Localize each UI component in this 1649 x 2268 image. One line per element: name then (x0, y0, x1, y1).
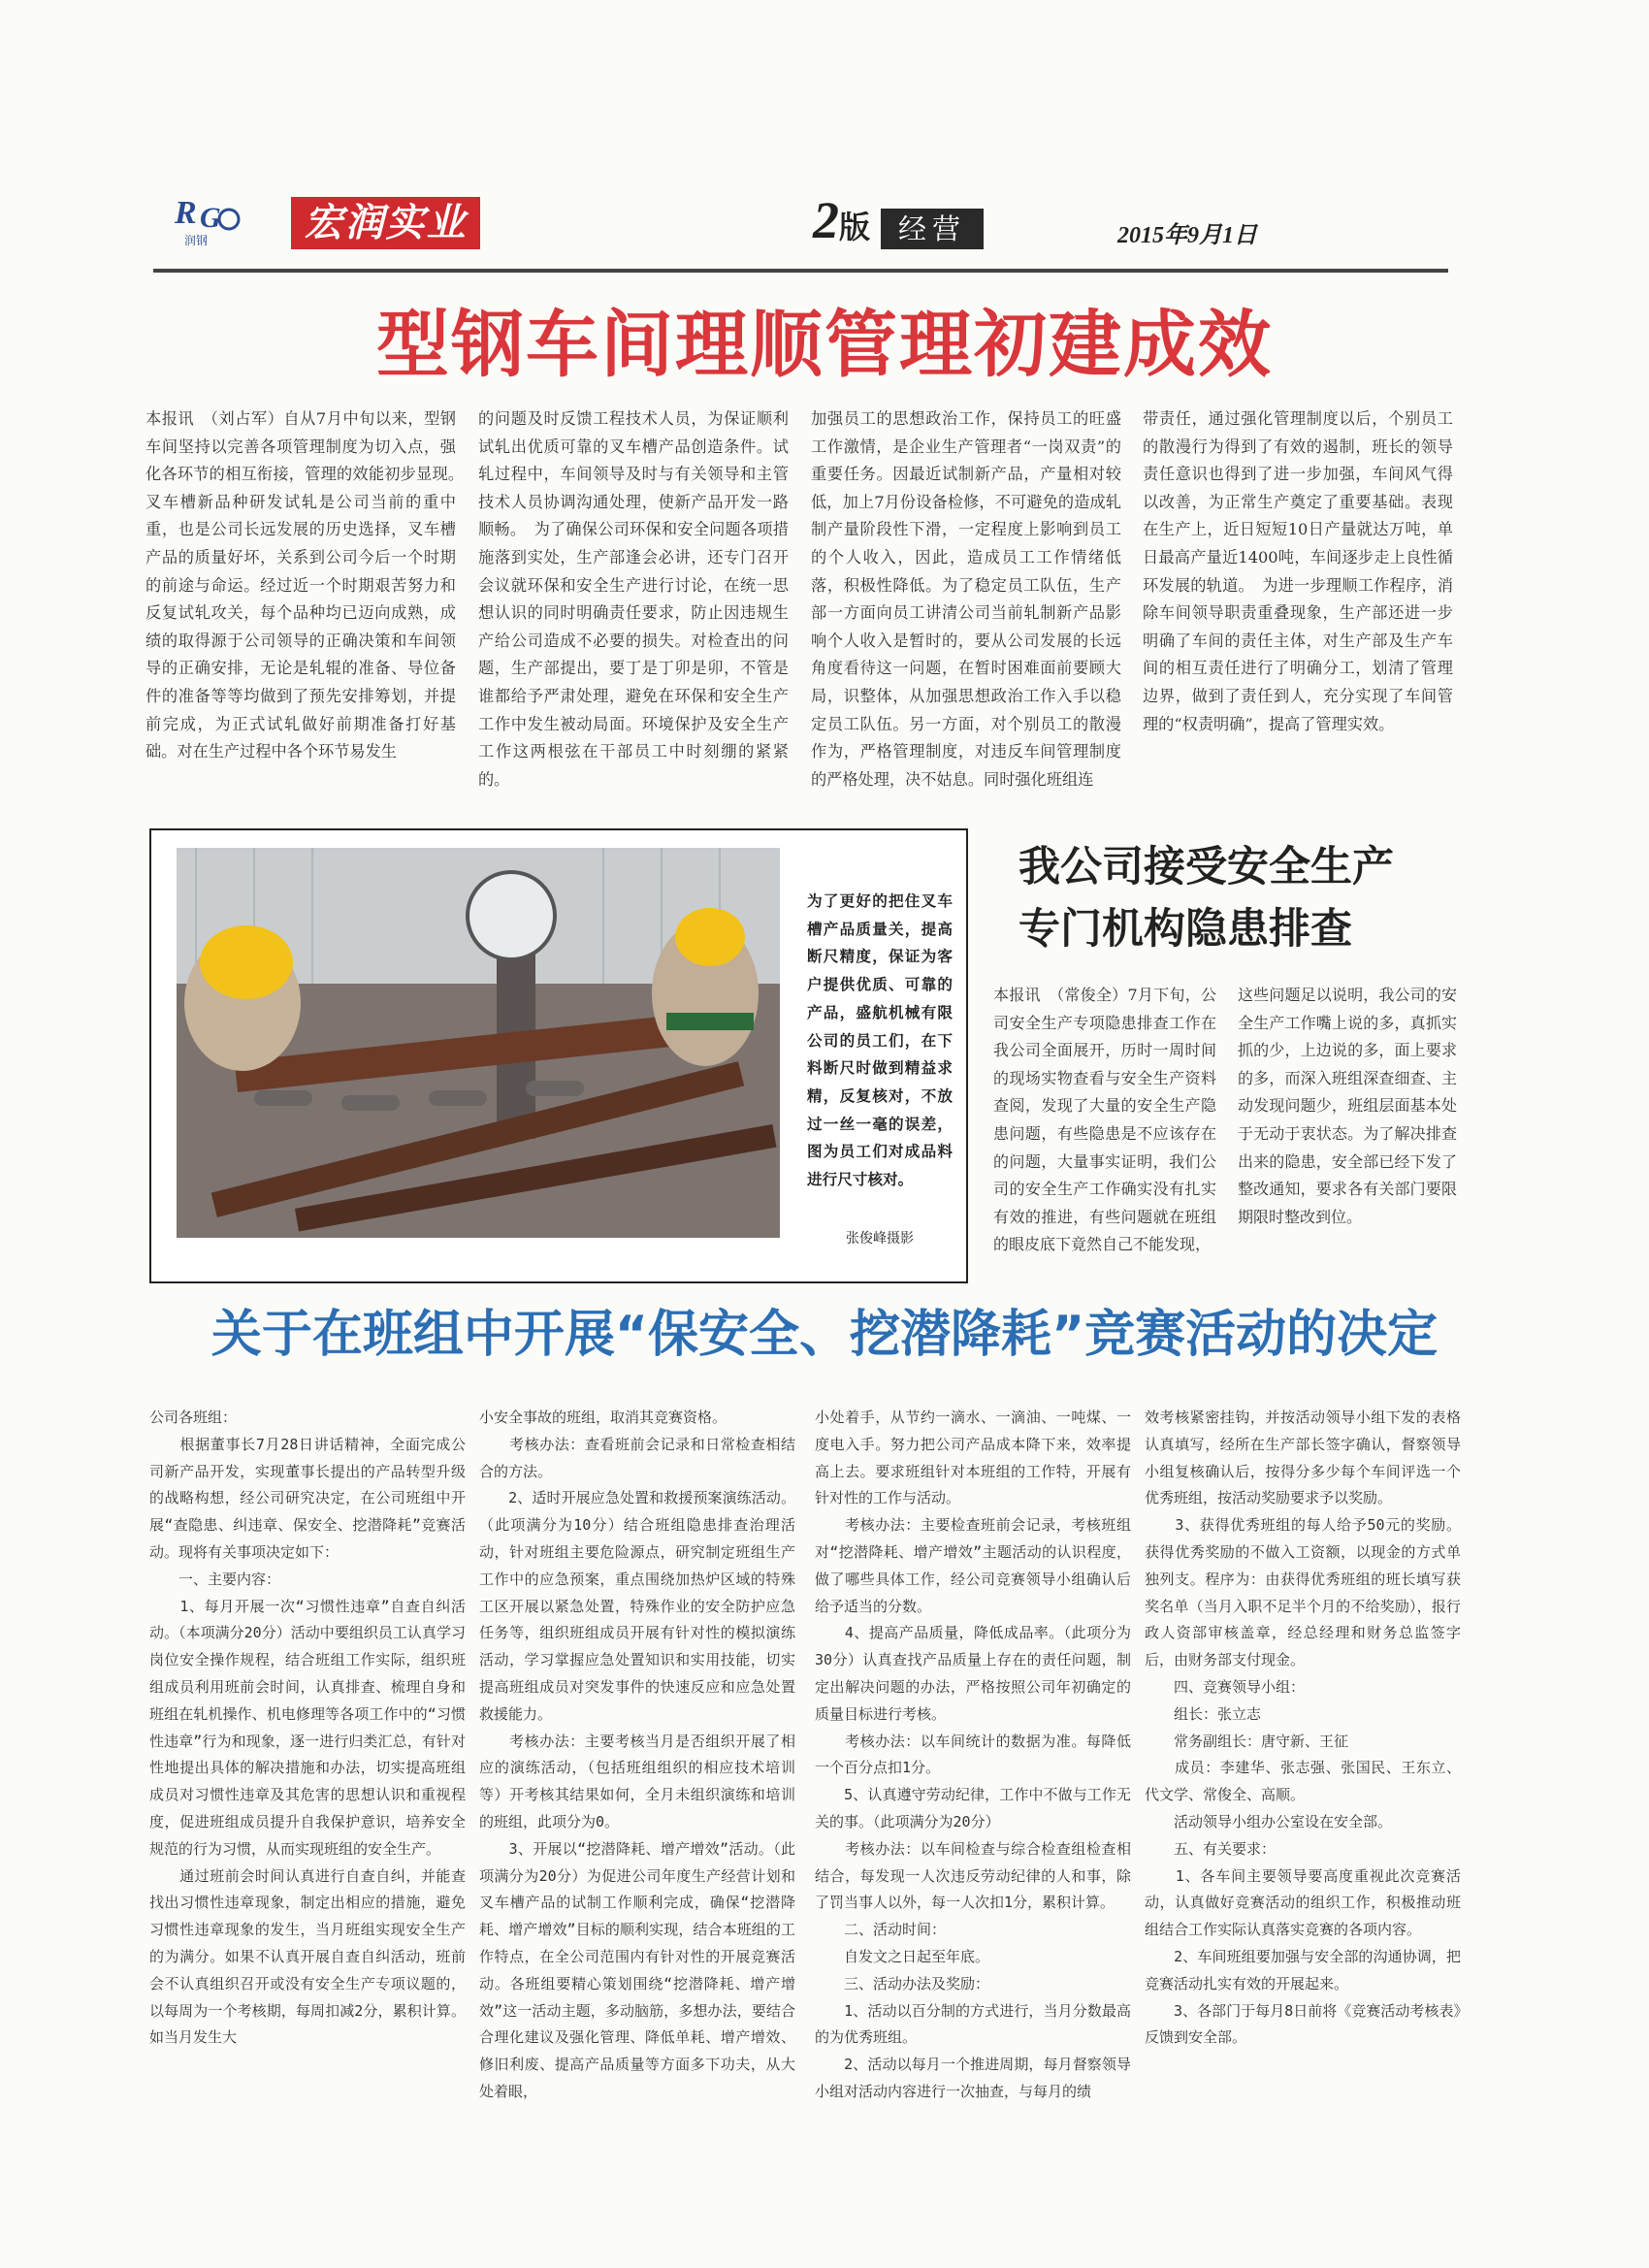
article1-headline: 型钢车间理顺管理初建成效 (375, 302, 1273, 387)
article3-column-3: 小处着手，从节约一滴水、一滴油、一吨煤、一度电入手。努力把公司产品成本降下来，效率提高上去。要求班组针对本班组的工作特，开展有针对性的工作与活动。 考核办法：主要检查班前会记录，考核班组对“挖潜降耗、增产增效”主题活动的认识程度，做了哪些具体工作，经公司竞赛领导小组确认后给予适当的分数。 4、提高产品质量，降低成品率。（此项分为30分）认真查找产品质量上存在的责任问题，制定出解决问题的办法，严格按照公司年初确定的质量目标进行考核。 考核办法：以车间统计的数据为准。每降低一个百分点扣1分。 5、认真遵守劳动纪律，工作中不做与工作无关的事。（此项满分为20分） 考核办法：以车间检查与综合检查组检查相结合，每发现一人次违反劳动纪律的人和事，除了罚当事人以外，每一人次扣1分，累积计算。 二、活动时间： 自发文之日起至年底。 三、活动办法及奖励： 1、活动以百分制的方式进行，当月分数最高的为优秀班组。 2、活动以每月一个推进周期，每月督察领导小组对活动内容进行一次抽查，与每月的绩 (815, 1409, 1131, 2100)
article3-headline: 关于在班组中开展“保安全、挖潜降耗”竞赛活动的决定 (210, 1306, 1439, 1364)
article2-headline: 我公司接受安全生产专门机构隐患排查 (1018, 843, 1394, 954)
svg-text:润钢: 润钢 (184, 234, 209, 247)
section-label: 经营 (881, 209, 984, 249)
edition-suffix: 版 (839, 210, 871, 244)
article1-column-4: 带责任，通过强化管理制度以后，个别员工的散漫行为得到了有效的遏制，班长的领导责任意识也得到了进一步加强，车间风气得以改善，为正常生产奠定了重要基础。表现在生产上，近日短短10日产量就达万吨，单日最高产量近1400吨，车间逐步走上良性循环发展的轨道。 为进一步理顺工作程序，消除车间领导职责重叠现象，生产部还进一步明确了车间的责任主体，对生产部及生产车间的相互责任进行了明确分工，划清了管理边界，做到了责任到人，充分实现了车间管理的“权责明确”，提高了管理实效。 (1143, 409, 1453, 733)
edition-number-value: 2 (813, 191, 839, 249)
paper-name: 宏润实业 (291, 197, 480, 249)
article1-column-1: 本报讯 （刘占军）自从7月中旬以来，型钢车间坚持以完善各项管理制度为切入点，强化各环节的相互衔接，管理的效能初步显现。 叉车槽新品种研发试轧是公司当前的重中重，也是公司长远发展的历史选择，叉车槽产品的质量好坏，关系到公司今后一个时期的前途与命运。经过近一个时期艰苦努力和反复试轧攻关，每个品种均已迈向成熟，成绩的取得源于公司领导的正确决策和车间领导的正确安排，无论是轧辊的准备、导位备件的准备等等均做到了预先安排筹划，并提前完成，为正式试轧做好前期准备打好基础。对在生产过程中各个环节易发生 (146, 409, 472, 761)
newspaper-logo (173, 190, 250, 248)
edition-number (813, 190, 870, 250)
workers-photo (177, 848, 780, 1238)
photo-caption: 为了更好的把住叉车槽产品质量关，提高断尺精度，保证为客户提供优质、可靠的产品，盛航机械有限公司的员工们，在下料断尺时做到精益求精，反复核对，不放过一丝一毫的误差，图为员工们对成品料进行尺寸核对。 (807, 892, 953, 1189)
article2-column-2: 这些问题足以说明，我公司的安全生产工作嘴上说的多，真抓实抓的少，上边说的多，面上要求的多，而深入班组深查细查、主动发现问题少，班组层面基本处于无动于衷状态。为了解决排查出来的隐患，安全部已经下发了整改通知，要求各有关部门要限期限时整改到位。 (1238, 986, 1457, 1226)
photo-credit: 张俊峰摄影 (846, 1231, 914, 1247)
svg-text:R: R (175, 195, 197, 231)
article1-column-2: 的问题及时反馈工程技术人员，为保证顺利试轧出优质可靠的叉车槽产品创造条件。试轧过程中，车间领导及时与有关领导和主管技术人员协调沟通处理，使新产品开发一路顺畅。 为了确保公司环保和安全问题各项措施落到实处，生产部逢会必讲，还专门召开会议就环保和安全生产进行讨论，在统一思想认识的同时明确责任要求，防止因违规生产给公司造成不必要的损失。对检查出的问题，生产部提出，要丁是丁卯是卯，不管是谁都给予严肃处理，避免在环保和安全生产工作中发生被动局面。环境保护及安全生产工作这两根弦在干部员工中时刻绷的紧紧的。 (478, 409, 789, 789)
article2-column-1: 本报讯 （常俊全）7月下旬，公司安全生产专项隐患排查工作在我公司全面展开，历时一周时间的现场实物查看与安全生产资料查阅，发现了大量的安全生产隐患问题，有些隐患是不应该存在的问题，大量事实证明，我们公司的安全生产工作确实没有扎实有效的推进，有些问题就在班组的眼皮底下竟然自己不能发现， (993, 986, 1216, 1254)
svg-text:G: G (200, 202, 221, 234)
article3-column-1: 公司各班组： 根据董事长7月28日讲话精神，全面完成公司新产品开发，实现董事长提出的产品转型升级的战略构想，经公司研究决定，在公司班组中开展“查隐患、纠违章、保安全、挖潜降耗”竞赛活动。现将有关事项决定如下： 一、主要内容： 1、每月开展一次“习惯性违章”自查自纠活动。（本项满分20分）活动中要组织员工认真学习岗位安全操作规程，结合班组工作实际，组织班组成员利用班前会时间，认真排查、梳理自身和班组在轧机操作、机电修理等各项工作中的“习惯性违章”行为和现象，逐一进行归类汇总，有针对性地提出具体的解决措施和办法，切实提高班组成员对习惯性违章及其危害的思想认识和重视程度，促进班组成员提升自我保护意识，培养安全规范的行为习惯，从而实现班组的安全生产。 通过班前会时间认真进行自查自纠，并能查找出习惯性违章现象，制定出相应的措施，避免习惯性违章现象的发生，当月班组实现安全生产的为满分。如果不认真开展自查自纠活动，班前会不认真组织召开或没有安全生产专项议题的，以每周为一个考核期，每周扣减2分，累积计算。如当月发生大 (149, 1409, 466, 2047)
masthead-rule (153, 269, 1448, 273)
issue-date: 2015年9月1日 (1117, 223, 1257, 248)
article1-column-3: 加强员工的思想政治工作，保持员工的旺盛工作激情，是企业生产管理者“一岗双责”的重要任务。因最近试制新产品，产量相对较低，加上7月份设备检修，不可避免的造成轧制产量阶段性下滑，一定程度上影响到员工的个人收入，因此，造成员工工作情绪低落，积极性降低。为了稳定员工队伍，生产部一方面向员工讲清公司当前轧制新产品影响个人收入是暂时的，要从公司发展的长远角度看待这一问题，在暂时困难面前要顾大局，识整体，从加强思想政治工作入手以稳定员工队伍。另一方面，对个别员工的散漫作为，严格管理制度，对违反车间管理制度的严格处理，决不姑息。同时强化班组连 (811, 409, 1121, 789)
article3-column-2: 小安全事故的班组，取消其竞赛资格。 考核办法：查看班前会记录和日常检查相结合的方法。 2、适时开展应急处置和救援预案演练活动。（此项满分为10分）结合班组隐患排查治理活动，针对班组主要危险源点，研究制定班组生产工作中的应急预案，重点围绕加热炉区域的特殊工区开展以紧急处置，特殊作业的安全防护应急任务等，组织班组成员开展有针对性的模拟演练活动，学习掌握应急处置知识和实用技能，切实提高班组成员对突发事件的快速反应和应急处置救援能力。 考核办法：主要考核当月是否组织开展了相应的演练活动，（包括班组组织的相应技术培训等）开考核其结果如何，全月未组织演练和培训的班组，此项分为0。 3、开展以“挖潜降耗、增产增效”活动。（此项满分为20分）为促进公司年度生产经营计划和叉车槽产品的试制工作顺利完成，确保“挖潜降耗、增产增效”目标的顺利实现，结合本班组的工作特点，在全公司范围内有针对性的开展竞赛活动。各班组要精心策划围绕“挖潜降耗、增产增效”这一活动主题，多动脑筋，多想办法，要结合合理化建议及强化管理、降低单耗、增产增效、修旧利废、提高产品质量等方面多下功夫，从大处着眼， (479, 1409, 795, 2100)
article3-column-4: 效考核紧密挂钩，并按活动领导小组下发的表格认真填写，经所在生产部长签字确认，督察领导小组复核确认后，按得分多少每个车间评选一个优秀班组，按活动奖励要求予以奖励。 3、获得优秀班组的每人给予50元的奖励。获得优秀奖励的不做入工资额，以现金的方式单独列支。程序为：由获得优秀班组的班长填写获奖名单（当月入职不足半个月的不给奖励），报行政人资部审核盖章，经总经理和财务总监签字后，由财务部支付现金。 四、竞赛领导小组： 组长：张立志 常务副组长：唐守新、王征 成员：李建华、张志强、张国民、王东立、代文学、常俊全、高顺。 活动领导小组办公室设在安全部。 五、有关要求： 1、各车间主要领导要高度重视此次竞赛活动，认真做好竞赛活动的组织工作，积极推动班组结合工作实际认真落实竞赛的各项内容。 2、车间班组要加强与安全部的沟通协调，把竞赛活动扎实有效的开展起来。 3、各部门于每月8日前将《竞赛活动考核表》反馈到安全部。 (1145, 1409, 1461, 2047)
